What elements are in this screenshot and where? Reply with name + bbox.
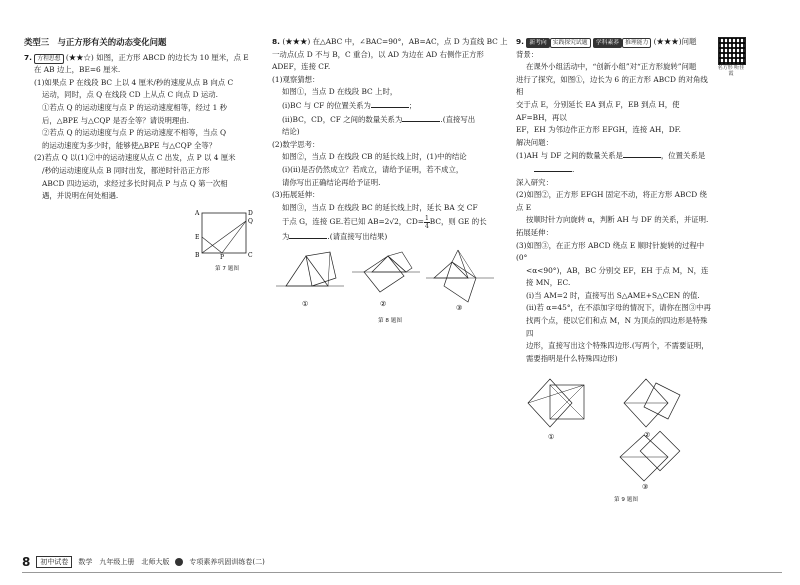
q8-number: 8. <box>272 37 280 46</box>
q7-label-q: Q <box>248 217 253 225</box>
q9-part2: (2)如图②，正方形 EFGH 固定不动，将正方形 ABCD 绕点 E <box>516 190 707 212</box>
q8-part2-title: (2)数学思考： <box>272 139 320 149</box>
q9-part3-b: <α<90°)，AB，BC 分别交 EF，EH 于点 M，N，连接 MN，EC. <box>526 265 709 288</box>
q9-part1: (1)AH 与 DF 之间的数量关系是 <box>516 151 623 161</box>
q9-figure-1 <box>528 379 584 427</box>
footer-subject: 数学 九年级上册 北师大版 <box>78 558 170 566</box>
q7-part1-e: ②若点 Q 的运动速度与点 P 的运动速度不相等，当点 Q <box>42 128 227 138</box>
q7-part1-f: 的运动速度为多少时，能够使△BPE 与△CQP 全等？ <box>42 140 217 150</box>
q7-part2-d: 遇，并说明在何处相遇. <box>42 191 119 201</box>
q9-figures <box>516 369 716 489</box>
q9-figure-2 <box>624 379 680 427</box>
q8-figure-3 <box>426 250 494 302</box>
q8-part1-title: (1)观察猜想： <box>272 74 320 84</box>
q9-deep-title: 深入研究： <box>516 177 553 187</box>
question-8: 8. (★★★) 在△ABC 中，∠BAC=90°，AB=AC，点 D 为直线 BC 上 一动点(点 D 不与 B，C 重合)，以 AD 为边在 AD 右侧作正方形 ADEF，连接 CF. (1)观察猜想： 如图①，当点 D 在线段 BC 上时， (i)BC 与 CF 的位置关系为 ； (ii)BC，CD，CF 之间的数量关系为 .(直接写出 结论) (2)数学思考： 如图②，当点 D 在线段 CB 的延长线上时，(1)中的结论 (i)(ii)是否仍然成立？若成立，请给予证明，若不成立， 请你写出正确结论再给予证明. (3)拓展延伸： 如图③，当点 D 在线段 BC 的延长线上时，延长 BA 交 CF 于点 G，连接 GE.若已知 AB=2√2，CD= $\frac{1}{4}$ BC，则 GE 的长 为 .(请直接写出结果) ① ② ③ 第 8 题图 <box>272 36 508 327</box>
q7-caption: 第 7 题图 <box>215 266 239 273</box>
q8-figure-2 <box>352 252 420 292</box>
q9-tag-literacy: 学科素养 <box>593 38 622 48</box>
q9-part3-g: 需要指明是什么特殊四边形) <box>526 353 618 363</box>
q9-background-title: 背景： <box>516 49 539 59</box>
page-number: 8 <box>22 555 31 569</box>
q9-background-4: EF，EH 为邻边作正方形 EFGH，连接 AH，DF. <box>516 125 682 135</box>
q7-part2-c: ABCD 四边运动，求经过多长时间点 P 与点 Q 第一次相 <box>42 178 228 188</box>
q7-label-b: B <box>195 251 200 259</box>
q7-label-d: D <box>248 209 253 217</box>
q9-part3-d: (ii)若 α=45°，在不添加字母的情况下，请你在图③中再 <box>526 303 711 313</box>
q7-tag: 方程思想 <box>34 54 63 64</box>
q7-part2-b: /秒的运动速度从点 B 同时出发，都逆时针沿正方形 <box>42 165 210 175</box>
answer-blank[interactable] <box>289 230 327 239</box>
q7-part1-c: ①若点 Q 的运动速度与点 P 的运动速度相等，经过 1 秒 <box>42 102 228 112</box>
q8-stem-2: 一动点(点 D 不与 B，C 重合)，以 AD 为边在 AD 右侧作正方形 <box>272 49 484 59</box>
q7-label-e: E <box>195 233 200 241</box>
answer-blank[interactable] <box>623 149 661 158</box>
q9-tag-practice: 实践探究试题 <box>550 38 591 48</box>
q8-part1-d: 结论) <box>282 127 300 137</box>
q7-stem: 如图，正方形 ABCD 的边长为 10 厘米，点 E <box>96 52 249 62</box>
bullet-icon <box>175 558 183 566</box>
q8-part3-title: (3)拓展延伸： <box>272 190 320 200</box>
q8-fig-label-2: ② <box>380 299 387 308</box>
q8-fig-label-3: ③ <box>456 303 463 310</box>
q9-tag-new: 新考向 <box>526 38 549 48</box>
q9-fig-label-2: ② <box>644 431 651 440</box>
footer-divider <box>22 572 782 573</box>
q7-label-a: A <box>195 209 200 217</box>
q9-part2-b: 按顺时针方向旋转 α，判断 AH 与 DF 的关系，并证明. <box>526 215 709 225</box>
q8-part1-c: (ii)BC，CD，CF 之间的数量关系为 <box>282 114 403 124</box>
q7-figure <box>192 207 262 259</box>
q8-figure-1 <box>276 252 344 286</box>
q8-part2-c: 请你写出正确结论再给予证明. <box>282 177 381 187</box>
question-7 <box>24 36 264 276</box>
q9-part3-e: 找两个点，使以它们和点 M，N 为顶点的四边形是特殊四 <box>526 316 708 338</box>
answer-blank[interactable] <box>402 113 440 122</box>
q9-part3-c: (i)当 AM=2 时，直接写出 S△AME+S△CEN 的值. <box>526 290 700 300</box>
q9-background-2: 进行了探究，如图①，边长为 6 的正方形 ABCD 的对角线相 <box>516 74 708 97</box>
q7-label-c: C <box>248 251 253 259</box>
fraction-denominator: 4 <box>424 222 429 230</box>
q8-stem: 在△ABC 中，∠BAC=90°，AB=AC，点 D 为直线 BC 上 <box>312 37 508 46</box>
q7-part1-b: 运动，同时，点 Q 在线段 CD 上从点 C 向点 D 运动. <box>42 90 219 100</box>
q8-part3-b: 于点 G，连接 GE.若已知 AB=2√2，CD= <box>282 217 424 227</box>
q8-stars: (★★★) <box>282 37 311 46</box>
qr-code[interactable] <box>718 37 746 65</box>
fraction-numerator: 1 <box>424 214 429 222</box>
q8-part1-a: 如图①，当点 D 在线段 BC 上时， <box>282 87 398 97</box>
q9-ext-title: 拓展延伸： <box>516 227 553 237</box>
q9-number: 9. <box>516 37 524 46</box>
q9-fig-label-1: ① <box>548 433 555 442</box>
page-footer <box>22 555 265 569</box>
q9-stars: (★★★)问题 <box>653 37 697 46</box>
q7-part1: (1)如果点 P 在线段 BC 上以 4 厘米/秒的速度从点 B 向点 C <box>34 77 234 87</box>
q8-part2-b: (i)(ii)是否仍然成立？若成立，请给予证明，若不成立， <box>282 164 464 174</box>
q8-stem-3: ADEF，连接 CF. <box>272 62 331 72</box>
q8-part3-c-tail: .(请直接写出结果) <box>327 232 388 242</box>
q7-label-p: P <box>220 253 225 259</box>
q8-part2-a: 如图②，当点 D 在线段 CB 的延长线上时，(1)中的结论 <box>282 152 467 162</box>
q8-part1-c-tail: .(直接写出 <box>440 114 476 124</box>
q9-caption: 第 9 题图 <box>614 497 638 504</box>
q9-part3-f: 边形，直接写出这个特殊四边形.(写两个，不需要证明， <box>526 341 709 351</box>
q8-part3-a: 如图③，当点 D 在线段 BC 的延长线上时，延长 BA 交 CF <box>282 202 478 212</box>
footer-series: 专项素养巩固训练卷(二) <box>189 558 265 566</box>
q8-part1-b: (i)BC 与 CF 的位置关系为 <box>282 100 371 110</box>
q8-figures <box>272 248 498 310</box>
q9-background-1: 在课外小组活动中，“创新小组”对“正方形旋转”问题 <box>526 62 697 72</box>
q8-part3-b-tail: BC，则 GE 的长 <box>429 217 487 227</box>
q8-fig-label-1: ① <box>302 299 309 308</box>
q9-solve-title: 解决问题： <box>516 137 553 147</box>
q7-number: 7. <box>24 52 32 62</box>
q9-fig-label-3: ③ <box>642 483 649 490</box>
answer-blank[interactable] <box>534 163 572 172</box>
q8-caption: 第 8 题图 <box>378 317 402 324</box>
question-9: 9. 新考向 实践探究试题 学科素养 推理能力 (★★★)问题 背景： 在课外小组活动中，“创新小组”对“正方形旋转”问题 进行了探究，如图①，边长为 6 的正方形 ABCD 的对角线相 交于点 E，分别延长 EA 到点 F，EB 到点 H，使 AF=BH，再以 EF，EH 为邻边作正方形 EFGH，连接 AH，DF. 解决问题： (1)AH 与 DF 之间的数量关系是 ，位置关系是 . 深入研究： (2)如图②，正方形 EFGH 固定不动，将正方形 ABCD 绕点 E 按顺时针方向旋转 α，判断 AH 与 DF 的关系，并证明. 拓展延伸： (3)如图③，在正方形 ABCD 绕点 E 顺时针旋转的过程中(0° <α<90°)，AB，BC 分别交 EF，EH 于点 M，N，连接 MN，EC. (i)当 AM=2 时，直接写出 S△AME+S△CEN 的值. (ii)若 α=45°，在不添加字母的情况下，请你在图③中再 找两个点，使以它们和点 M，N 为顶点的四边形是特殊四 边形，直接写出这个特殊四边形.(写两个，不需要证明， 需要指明是什么特殊四边形) ① ② ③ 第 9 题图 <box>516 36 712 507</box>
q7-part2: (2)若点 Q 以(1)②中的运动速度从点 C 出发，点 P 以 4 厘米 <box>34 153 236 163</box>
q9-part1-b: ，位置关系是 <box>660 151 706 161</box>
qr-caption: 名方形 听佳霞 <box>717 65 745 77</box>
answer-blank[interactable] <box>371 99 409 108</box>
q7-part1-d: 后，△BPE 与△CQP 是否全等？请说明理由. <box>42 115 189 125</box>
q9-part3: (3)如图③，在正方形 ABCD 绕点 E 顺时针旋转的过程中(0° <box>516 240 705 263</box>
q9-tag-reasoning: 推理能力 <box>622 38 651 48</box>
footer-brand: 初中试卷 <box>36 556 72 568</box>
q7-stars: (★★☆) <box>65 52 94 62</box>
section-title: 类型三 与正方形有关的动态变化问题 <box>24 37 167 47</box>
q8-part3-c: 为 <box>282 232 290 242</box>
q9-background-3: 交于点 E，分别延长 EA 到点 F，EB 到点 H，使 AF=BH，再以 <box>516 99 680 122</box>
q7-stem-2: 在 AB 边上，BE=6 厘米. <box>34 65 121 75</box>
